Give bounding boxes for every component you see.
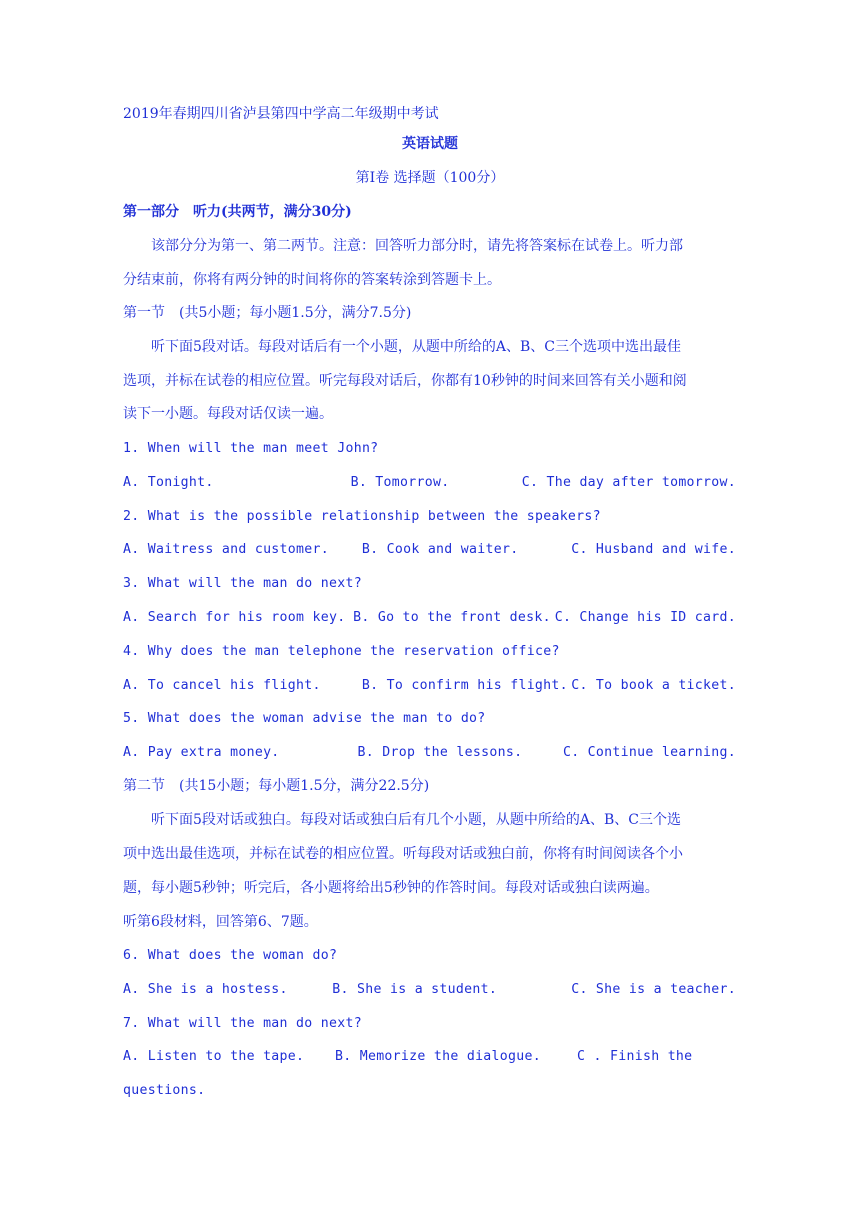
option-c: C. The day after tomorrow.: [521, 475, 736, 490]
option-b: B. Tomorrow.: [350, 475, 450, 490]
question-3: 3. What will the man do next?: [123, 576, 362, 591]
question-1: 1. When will the man meet John?: [123, 441, 379, 456]
question-2-options: [123, 541, 736, 559]
option-c-letter: C: [577, 1049, 586, 1064]
question-7-options: [123, 1048, 736, 1066]
option-c-dot: .: [593, 1049, 602, 1064]
question-2: 2. What is the possible relationship between the speakers?: [123, 509, 601, 524]
option-c-continuation: questions.: [123, 1083, 206, 1098]
school-line: 2019年春期四川省泸县第四中学高二年级期中考试: [123, 106, 439, 122]
option-a: A. Waitress and customer.: [123, 542, 329, 557]
option-b: B. Memorize the dialogue.: [335, 1049, 541, 1064]
section2-instr-line2: 项中选出最佳选项，并标在试卷的相应位置。听每段对话或独白前，你将有时间阅读各个小: [123, 846, 683, 862]
section1-title: 第一节 (共5小题；每小题1.5分，满分7.5分): [123, 305, 412, 321]
option-b: B. Go to the front desk.: [353, 610, 551, 625]
question-6: 6. What does the woman do?: [123, 948, 338, 963]
question-4-options: [123, 677, 736, 695]
question-5-options: [123, 744, 736, 762]
part1-intro-line2: 分结束前，你将有两分钟的时间将你的答案转涂到答题卡上。: [123, 272, 501, 288]
option-a: A. Listen to the tape.: [123, 1049, 305, 1064]
section1-instr-line3: 读下一小题。每段对话仅读一遍。: [123, 406, 333, 422]
option-a: A. She is a hostess.: [123, 982, 288, 997]
option-c: C. Husband and wife.: [571, 542, 736, 557]
question-5: 5. What does the woman advise the man to do?: [123, 711, 486, 726]
question-1-options: [123, 474, 736, 492]
option-c-word2: the: [667, 1049, 693, 1064]
question-7: 7. What will the man do next?: [123, 1016, 362, 1031]
option-a: A. To cancel his flight.: [123, 678, 321, 693]
subject-title: 英语试题: [402, 136, 458, 152]
option-c: C. To book a ticket.: [571, 678, 736, 693]
option-c-word1: Finish: [610, 1049, 660, 1064]
option-a: A. Pay extra money.: [123, 745, 280, 760]
part1-intro-line1: 该部分分为第一、第二两节。注意：回答听力部分时，请先将答案标在试卷上。听力部: [151, 238, 683, 254]
option-c: C. Continue learning.: [562, 745, 736, 760]
volume-title: 第I卷 选择题（100分）: [355, 170, 505, 186]
option-a: A. Search for his room key.: [123, 610, 346, 625]
option-b: B. To confirm his flight.: [361, 678, 568, 693]
option-c: [577, 1048, 736, 1066]
option-c: C. Change his ID card.: [554, 610, 736, 625]
option-b: B. Drop the lessons.: [357, 745, 523, 760]
section2-instr-line1: 听下面5段对话或独白。每段对话或独白后有几个小题，从题中所给的A、B、C三个选: [151, 812, 682, 828]
part1-title: 第一部分 听力(共两节，满分30分): [123, 204, 352, 220]
section2-instr-line3: 题，每小题5秒钟；听完后，各小题将给出5秒钟的作答时间。每段对话或独白读两遍。: [123, 880, 659, 896]
option-c: C. She is a teacher.: [571, 982, 736, 997]
question-4: 4. Why does the man telephone the reservation office?: [123, 644, 560, 659]
option-b: B. Cook and waiter.: [361, 542, 519, 557]
option-a: A. Tonight.: [123, 475, 214, 490]
section1-instr-line2: 选项，并标在试卷的相应位置。听完每段对话后，你都有10秒钟的时间来回答有关小题和阅: [123, 373, 687, 389]
question-6-options: [123, 981, 736, 999]
option-b: B. She is a student.: [332, 982, 498, 997]
section2-title: 第二节 (共15小题；每小题1.5分，满分22.5分): [123, 778, 430, 794]
section1-instr-line1: 听下面5段对话。每段对话后有一个小题，从题中所给的A、B、C三个选项中选出最佳: [151, 339, 682, 355]
question-3-options: [123, 609, 736, 627]
material-6-heading: 听第6段材料，回答第6、7题。: [123, 914, 318, 930]
